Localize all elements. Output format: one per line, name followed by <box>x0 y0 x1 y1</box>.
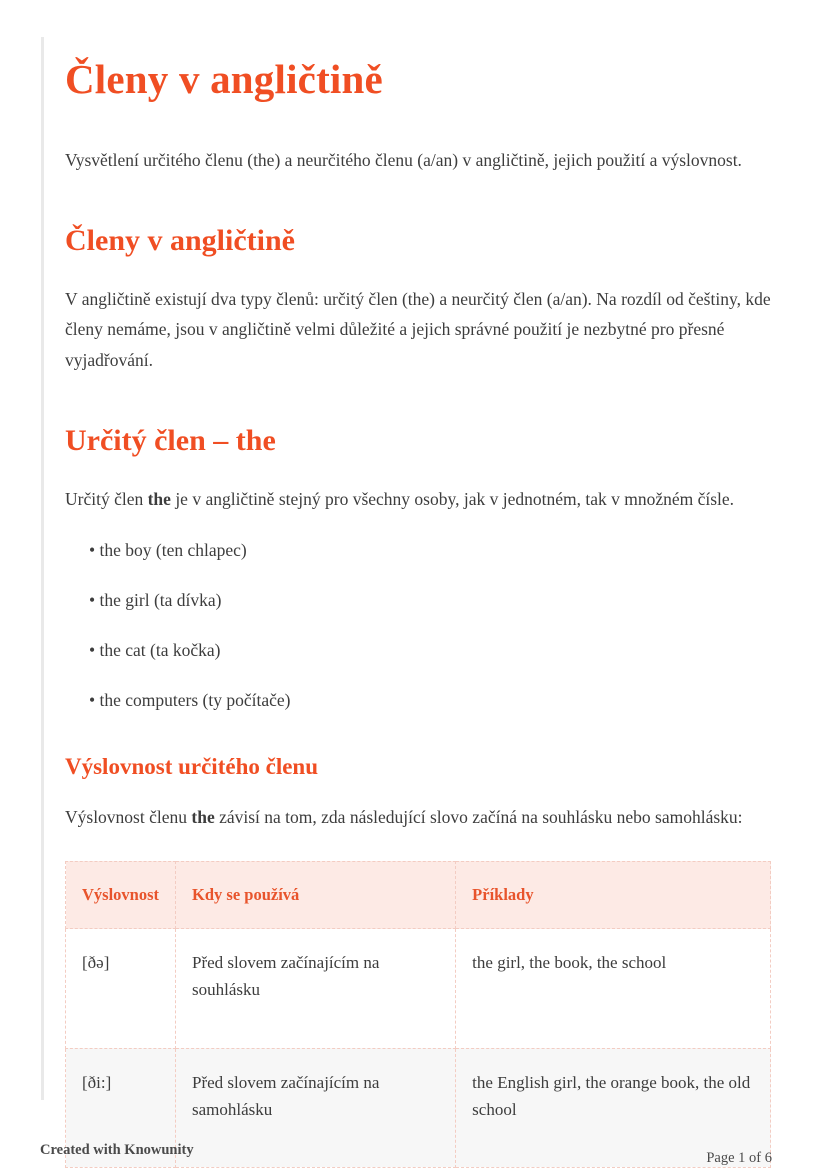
intro-paragraph: Vysvětlení určitého členu (the) a neurčitého členu (a/an) v angličtině, jejich použití a výslovnost. <box>65 150 742 170</box>
pronunciation-table <box>65 861 771 1168</box>
page-title: Členy v angličtině <box>65 56 383 102</box>
table-row <box>66 929 771 1048</box>
footer-created-with: Created with Knowunity <box>40 1142 194 1158</box>
paragraph-text-suffix: je v angličtině stejný pro všechny osoby, jak v jednotném, tak v množném čísle. <box>170 488 735 509</box>
table-cell-pronunciation: [ði:] <box>66 1048 176 1167</box>
bullet-item: • the computers (ty počítače) <box>89 686 771 714</box>
document-content <box>65 55 771 1168</box>
examples-bullet-list <box>89 536 771 714</box>
section-cleny-paragraph: V angličtině existují dva typy členů: určitý člen (the) a neurčitý člen (a/an). Na rozdíl od češtiny, kde členy nemáme, jsou v angličtině velmi důležité a jejich správné použití je nezbytné pro přesné vyjadřování. <box>65 288 771 370</box>
table-cell-usage: Před slovem začínajícím na samohlásku <box>176 1048 456 1167</box>
table-cell-examples: the girl, the book, the school <box>456 929 771 1048</box>
section-heading-cleny: Členy v angličtině <box>65 223 295 257</box>
paragraph-bold-word: the <box>147 488 171 509</box>
page-footer <box>40 1142 772 1166</box>
bullet-item: • the boy (ten chlapec) <box>89 536 771 564</box>
paragraph-bold-word: the <box>191 807 215 828</box>
left-accent-line <box>41 37 44 1100</box>
table-header-priklady: Příklady <box>456 861 771 928</box>
urcity-clen-paragraph <box>65 484 771 515</box>
subheading-vyslovnost: Výslovnost určitého členu <box>65 754 318 780</box>
table-cell-pronunciation: [ðə] <box>66 929 176 1048</box>
section-heading-urcity-clen: Určitý člen – the <box>65 423 276 457</box>
table-header-vyslovnost: Výslovnost <box>66 861 176 928</box>
paragraph-text-suffix: závisí na tom, zda následující slovo začíná na souhlásku nebo samohlásku: <box>214 807 743 828</box>
footer-page-number: Page 1 of 6 <box>706 1150 772 1166</box>
paragraph-text-prefix: Určitý člen <box>65 488 148 509</box>
bullet-item: • the cat (ta kočka) <box>89 636 771 664</box>
paragraph-text-prefix: Výslovnost členu <box>65 807 192 828</box>
vyslovnost-paragraph <box>65 802 771 833</box>
table-cell-examples: the English girl, the orange book, the old school <box>456 1048 771 1167</box>
table-cell-usage: Před slovem začínajícím na souhlásku <box>176 929 456 1048</box>
table-header-row <box>66 861 771 928</box>
bullet-item: • the girl (ta dívka) <box>89 586 771 614</box>
table-header-kdy-se-pouziva: Kdy se používá <box>176 861 456 928</box>
